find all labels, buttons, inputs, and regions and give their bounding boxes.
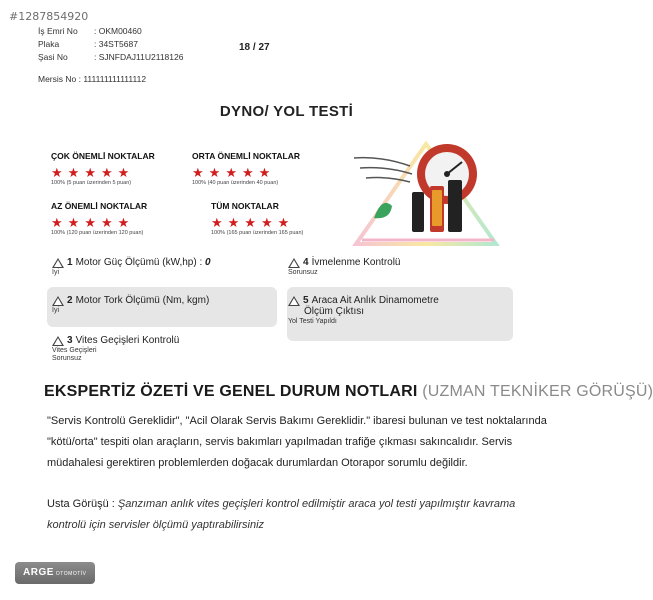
star-icon: ★ [100, 165, 113, 180]
master-opinion-text: Şanzıman anlık vites geçişleri kontrol edilmiştir araca yol testi yapılmıştır kavrama kontrolü için servisler ölçümü yaptırabilirsiniz [47, 498, 516, 531]
star-icon: ★ [241, 165, 254, 180]
star-icon: ★ [227, 215, 240, 230]
summary-title [44, 383, 653, 401]
star-icon: ★ [117, 215, 130, 230]
rating-note: 100% (40 puan üzerinden 40 puan) [192, 180, 279, 186]
chassis-row [38, 52, 183, 62]
test-item-dyno-output [288, 295, 439, 325]
listing-id: #1287854920 [9, 10, 89, 23]
star-icon: ★ [225, 165, 237, 180]
star-icon: ★ [117, 165, 130, 180]
master-opinion-label: Usta Görüşü : [47, 498, 115, 510]
rating-label: ORTA ÖNEMLİ NOKTALAR [192, 151, 300, 161]
test-number: 3 [67, 335, 73, 346]
warning-triangle-icon [52, 336, 64, 346]
star-icon: ★ [84, 215, 96, 230]
star-icon: ★ [100, 215, 113, 230]
test-status: Yol Testi Yapıldı [288, 318, 337, 325]
star-icon: ★ [211, 215, 223, 230]
test-number: 4 [303, 257, 309, 268]
test-title: Motor Tork Ölçümü (Nm, kgm) [75, 295, 210, 306]
section-title: DYNO/ YOL TESTİ [219, 103, 354, 120]
work-order-label: İş Emri No [38, 26, 78, 36]
rating-note: 100% (120 puan üzerinden 120 puan) [51, 230, 144, 236]
rating-note: 100% (5 puan üzerinden 5 puan) [51, 180, 132, 186]
star-icon: ★ [208, 165, 221, 180]
star-icon: ★ [277, 215, 290, 230]
star-icon: ★ [244, 215, 256, 230]
star-icon: ★ [67, 165, 80, 180]
star-rating [192, 164, 362, 178]
test-value: 0 [205, 257, 211, 268]
test-item-motor-power [52, 257, 214, 276]
work-order-row [38, 26, 142, 36]
warning-triangle-icon [288, 296, 300, 306]
test-title: İvmelenme Kontrolü [311, 257, 401, 268]
test-status: Vites Geçişleri [52, 347, 97, 354]
star-icon: ★ [258, 165, 271, 180]
summary-title-main: EKSPERTİZ ÖZETİ VE GENEL DURUM NOTLARI [44, 383, 418, 400]
rating-label: ÇOK ÖNEMLİ NOKTALAR [51, 151, 155, 161]
logo-main: ARGE [23, 567, 54, 578]
rating-note: 100% (165 puan üzerinden 165 puan) [211, 230, 304, 236]
page-number: 18 / 27 [239, 42, 270, 53]
warning-triangle-icon [52, 258, 64, 268]
test-number: 1 [67, 257, 73, 268]
rating-label: TÜM NOKTALAR [211, 201, 279, 211]
test-number: 5 [303, 295, 309, 306]
test-item-gear-shift [52, 335, 179, 362]
test-status-line2: Sorunsuz [52, 355, 82, 362]
test-status: Sorunsuz [288, 269, 318, 276]
company-logo [15, 562, 95, 584]
warning-triangle-icon [52, 296, 64, 306]
test-title: Motor Güç Ölçümü (kW,hp) : [75, 257, 203, 268]
work-order-value: : OKM00460 [94, 26, 142, 36]
test-item-motor-torque [52, 295, 209, 314]
mersis-no: Mersis No : 111111111111112 [38, 74, 147, 84]
plate-value: : 34ST5687 [94, 39, 138, 49]
star-icon: ★ [192, 165, 204, 180]
plate-row [38, 39, 138, 49]
star-icon: ★ [51, 165, 63, 180]
test-title: Araca Ait Anlık Dinamometre [311, 295, 439, 306]
test-title: Vites Geçişleri Kontrolü [75, 335, 180, 346]
test-item-acceleration [288, 257, 401, 276]
star-icon: ★ [51, 215, 63, 230]
test-number: 2 [67, 295, 73, 306]
test-status: İyi [52, 307, 59, 314]
rating-medium-important [192, 151, 362, 186]
star-icon: ★ [84, 165, 96, 180]
test-title-line2: Ölçüm Çıktısı [304, 306, 365, 317]
plate-label: Plaka [38, 39, 60, 49]
test-status: İyi [52, 269, 59, 276]
chassis-value: : SJNFDAJ11U2118126 [94, 52, 184, 62]
dyno-gauge-pedals-illustration [352, 126, 500, 250]
star-icon: ★ [260, 215, 273, 230]
master-opinion [47, 494, 547, 536]
chassis-label: Şasi No [38, 52, 68, 62]
warning-triangle-icon [288, 258, 300, 268]
rating-less-important [51, 201, 221, 236]
rating-label: AZ ÖNEMLİ NOKTALAR [51, 201, 148, 211]
star-icon: ★ [67, 215, 80, 230]
summary-title-accent: (UZMAN TEKNİKER GÖRÜŞÜ) [422, 383, 653, 400]
summary-body: "Servis Kontrolü Gereklidir", "Acil Olarak Servis Bakımı Gereklidir." ibaresi bulunan ve test noktalarında "kötü/orta" tespiti olan araçların, servis bakımları yapılmadan trafiğe çıkması sakıncalıdır. Servis müdahalesi gerektiren problemlerden doğacak durumlardan Otorapor sorumlu değildir. [47, 415, 547, 469]
star-rating [51, 214, 221, 228]
logo-sub: OTOMOTİV [55, 571, 87, 577]
